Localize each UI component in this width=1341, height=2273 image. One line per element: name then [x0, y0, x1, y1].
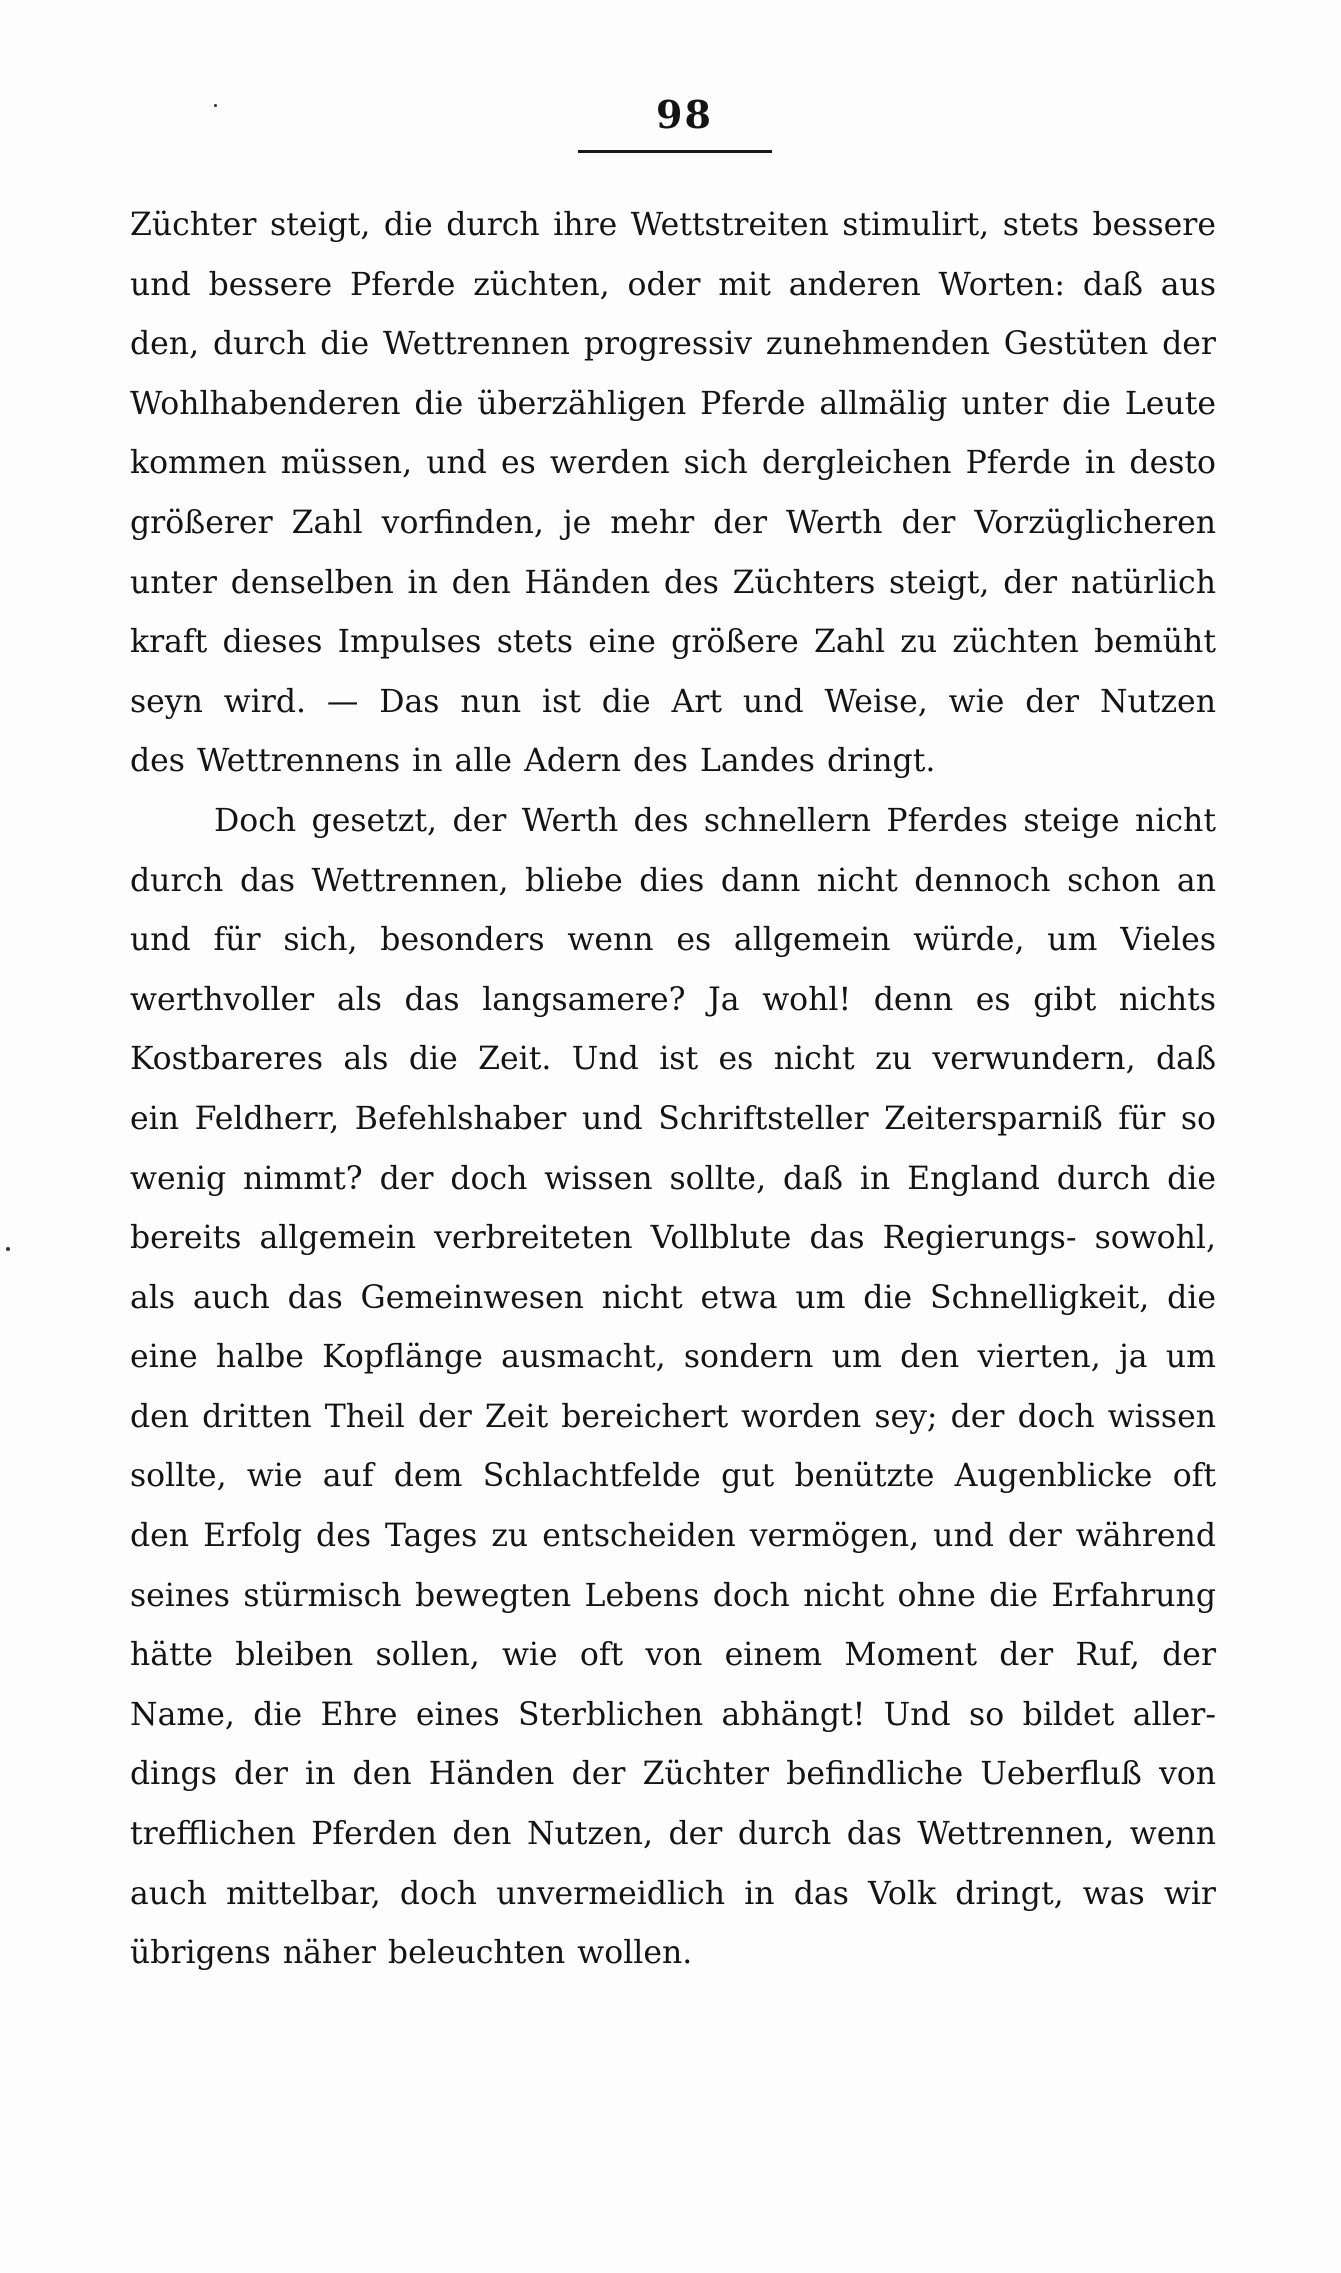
scan-speck: [214, 104, 217, 107]
text-line: Züchter steigt, die durch ihre Wettstreiten stimulirt, stets bessere: [130, 207, 1216, 243]
text-line: Name, die Ehre eines Sterblichen abhängt! Und so bildet aller-: [130, 1696, 1216, 1733]
scan-speck: [6, 1247, 10, 1251]
text-line: hätte bleiben sollen, wie oft von einem Moment der Ruf, der: [130, 1637, 1216, 1674]
text-line: und bessere Pferde züchten, oder mit anderen Worten: daß aus: [130, 266, 1216, 303]
text-line: als auch das Gemeinwesen nicht etwa um die Schnelligkeit, die: [130, 1279, 1216, 1316]
text-line: eine halbe Kopflänge ausmacht, sondern um den vierten, ja um: [130, 1339, 1216, 1376]
text-line: sollte, wie auf dem Schlachtfelde gut benützte Augenblicke oft: [130, 1458, 1216, 1495]
text-line: auch mittelbar, doch unvermeidlich in das Volk dringt, was wir: [130, 1875, 1216, 1912]
text-line: Wohlhabenderen die überzähligen Pferde allmälig unter die Leute: [130, 385, 1216, 422]
text-line: unter denselben in den Händen des Züchters steigt, der natürlich: [130, 564, 1216, 601]
text-line: seines stürmisch bewegten Lebens doch nicht ohne die Erfahrung: [130, 1577, 1216, 1614]
text-line: Kostbareres als die Zeit. Und ist es nicht zu verwundern, daß: [130, 1041, 1216, 1078]
text-line: kommen müssen, und es werden sich dergleichen Pferde in desto: [130, 445, 1216, 482]
paragraph-1: [130, 196, 1216, 792]
text-line: und für sich, besonders wenn es allgemein würde, um Vieles: [130, 922, 1216, 959]
paragraph-2: [130, 792, 1216, 1984]
text-line: Doch gesetzt, der Werth des schnellern Pferdes steige nicht: [214, 802, 1216, 839]
text-line: den dritten Theil der Zeit bereichert worden sey; der doch wissen: [130, 1398, 1216, 1435]
text-line: ein Feldherr, Befehlshaber und Schriftsteller Zeitersparniß für so: [130, 1100, 1216, 1137]
text-line: größerer Zahl vorfinden, je mehr der Werth der Vorzüglicheren: [130, 504, 1216, 541]
text-line: werthvoller als das langsamere? Ja wohl! denn es gibt nichts: [130, 981, 1216, 1018]
text-line: wenig nimmt? der doch wissen sollte, daß in England durch die: [130, 1160, 1216, 1197]
text-line: den, durch die Wettrennen progressiv zunehmenden Gestüten der: [130, 326, 1216, 363]
body-text: [130, 196, 1216, 1984]
text-line: kraft dieses Impulses stets eine größere Zahl zu züchten bemüht: [130, 624, 1216, 661]
text-line: durch das Wettrennen, bliebe dies dann nicht dennoch schon an: [130, 862, 1216, 899]
text-line: bereits allgemein verbreiteten Vollblute das Regierungs- sowohl,: [130, 1220, 1216, 1257]
text-line: des Wettrennens in alle Adern des Landes dringt.: [130, 743, 936, 780]
page-number: 98: [656, 92, 713, 137]
text-line: dings der in den Händen der Züchter befindliche Ueberfluß von: [130, 1756, 1216, 1793]
text-line: trefflichen Pferden den Nutzen, der durch das Wettrennen, wenn: [130, 1816, 1216, 1853]
header-rule: [578, 150, 772, 153]
text-line: den Erfolg des Tages zu entscheiden vermögen, und der während: [130, 1518, 1216, 1555]
text-line: übrigens näher beleuchten wollen.: [130, 1935, 693, 1972]
text-line: seyn wird. — Das nun ist die Art und Weise, wie der Nutzen: [130, 683, 1216, 720]
